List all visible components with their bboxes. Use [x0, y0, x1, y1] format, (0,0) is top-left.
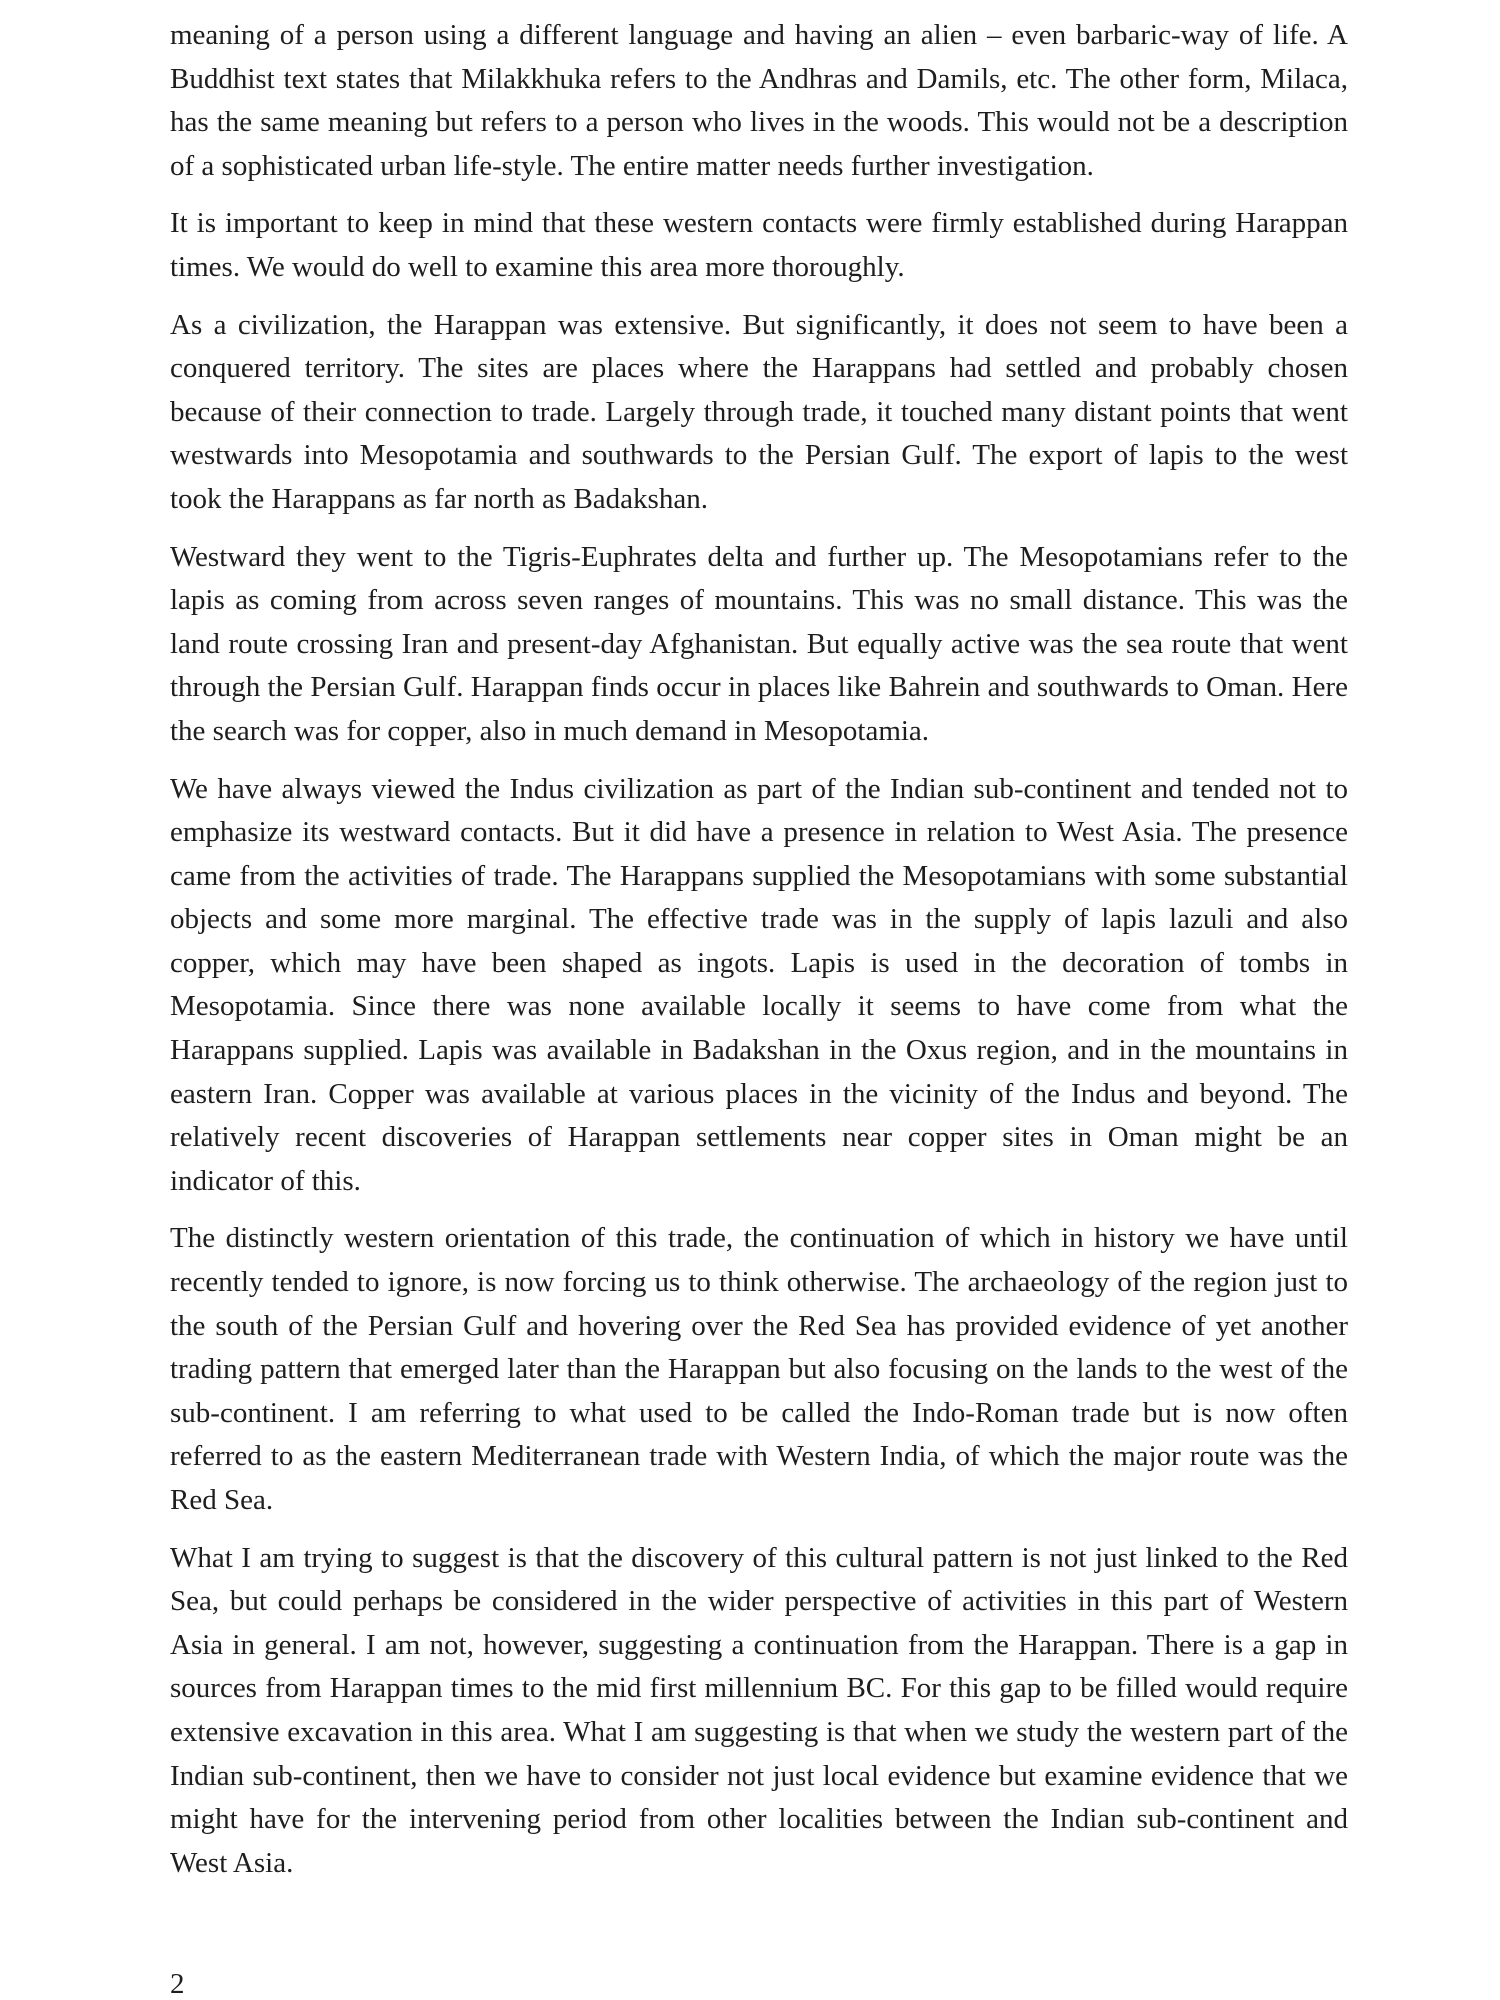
- page-number: 2: [170, 1968, 185, 2000]
- paragraph-1: meaning of a person using a different language and having an alien – even barbaric-way of life. A Buddhist text states that Milakkhuka refers to the Andhras and Damils, etc. The other form, Milaca, has the same meaning but refers to a person who lives in the woods. This would not be a description of a sophisticated urban life-style. The entire matter needs further investigation.: [170, 19, 1348, 182]
- paragraph-7: What I am trying to suggest is that the discovery of this cultural pattern is not just linked to the Red Sea, but could perhaps be considered in the wider perspective of activities in this part of Western Asia in general. I am not, however, suggesting a continuation from the Harappan. There is a gap in sources from Harappan times to the mid first millennium BC. For this gap to be filled would require extensive excavation in this area. What I am suggesting is that when we study the western part of the Indian sub-continent, then we have to consider not just local evidence but examine evidence that we might have for the intervening period from other localities between the Indian sub-continent and West Asia.: [170, 1541, 1348, 1879]
- paragraph-6: The distinctly western orientation of this trade, the continuation of which in history we have until recently tended to ignore, is now forcing us to think otherwise. The archaeology of the region just to the south of the Persian Gulf and hovering over the Red Sea has provided evidence of yet another trading pattern that emerged later than the Harappan but also focusing on the lands to the west of the sub-continent. I am referring to what used to be called the Indo-Roman trade but is now often referred to as the eastern Mediterranean trade with Western India, of which the major route was the Red Sea.: [170, 1222, 1348, 1516]
- paragraph-3: As a civilization, the Harappan was extensive. But significantly, it does not seem to have been a conquered territory. The sites are places where the Harappans had settled and probably chosen because of their connection to trade. Largely through trade, it touched many distant points that went westwards into Mesopotamia and southwards to the Persian Gulf. The export of lapis to the west took the Harappans as far north as Badakshan.: [170, 308, 1348, 515]
- paragraph-4: Westward they went to the Tigris-Euphrates delta and further up. The Mesopotamians refer to the lapis as coming from across seven ranges of mountains. This was no small distance. This was the land route crossing Iran and present-day Afghanistan. But equally active was the sea route that went through the Persian Gulf. Harappan finds occur in places like Bahrein and southwards to Oman. Here the search was for copper, also in much demand in Mesopotamia.: [170, 540, 1348, 747]
- body-text: [170, 14, 1348, 1899]
- paragraph-5: We have always viewed the Indus civilization as part of the Indian sub-continent and tended not to emphasize its westward contacts. But it did have a presence in relation to West Asia. The presence came from the activities of trade. The Harappans supplied the Mesopotamians with some substantial objects and some more marginal. The effective trade was in the supply of lapis lazuli and also copper, which may have been shaped as ingots. Lapis is used in the decoration of tombs in Mesopotamia. Since there was none available locally it seems to have come from what the Harappans supplied. Lapis was available in Badakshan in the Oxus region, and in the mountains in eastern Iran. Copper was available at various places in the vicinity of the Indus and beyond. The relatively recent discoveries of Harappan settlements near copper sites in Oman might be an indicator of this.: [170, 772, 1348, 1197]
- paragraph-2: It is important to keep in mind that these western contacts were firmly established during Harappan times. We would do well to examine this area more thoroughly.: [170, 207, 1348, 283]
